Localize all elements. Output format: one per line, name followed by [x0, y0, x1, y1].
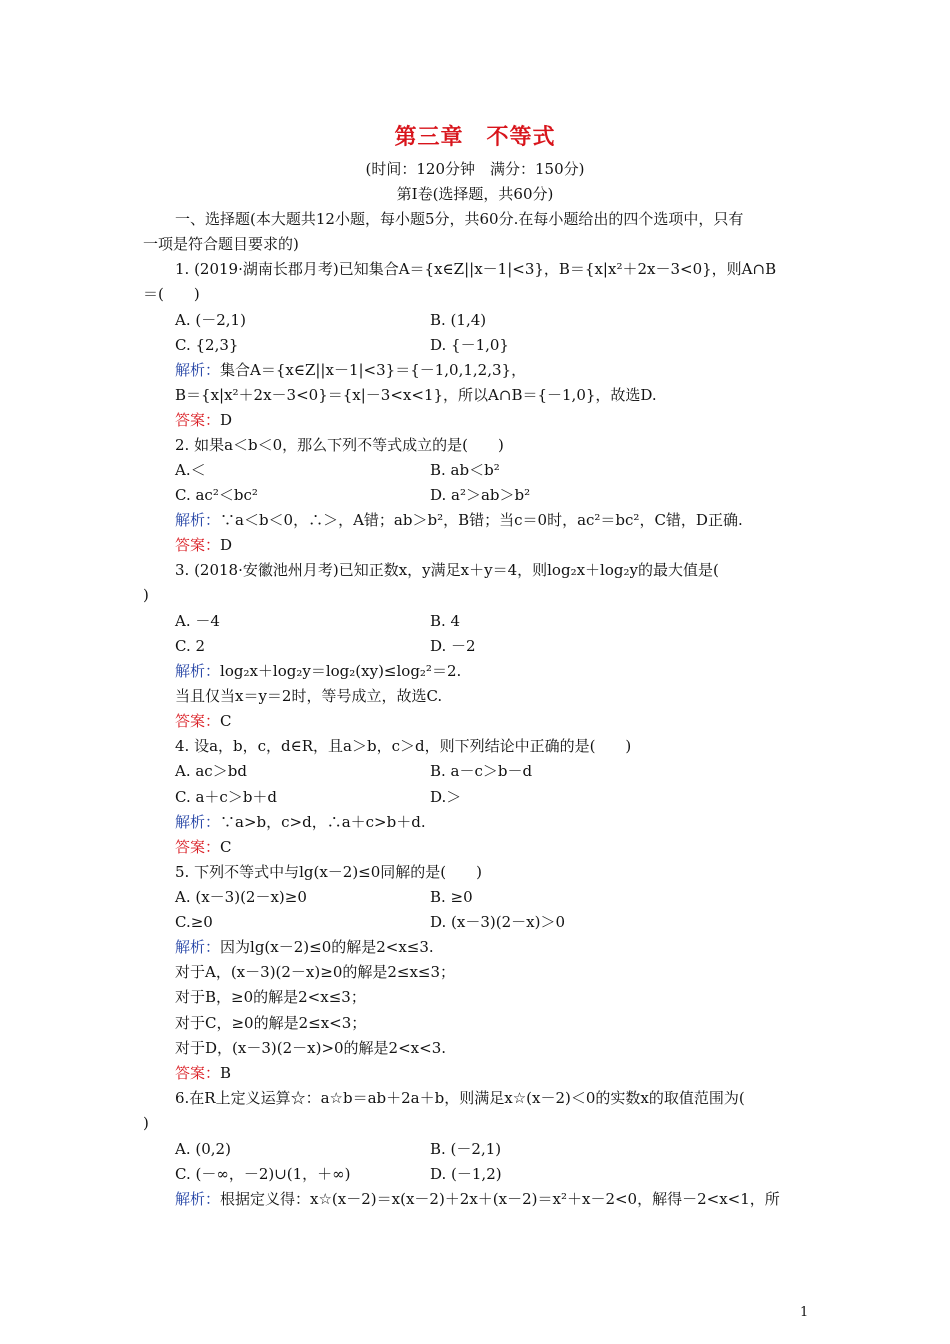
q2-option-d: D. a²＞ab＞b² [430, 486, 531, 504]
q2-option-c: C. ac²＜bc² [175, 486, 258, 504]
q1-option-d: D. {－1,0} [430, 336, 509, 354]
answer-label: 答案： [175, 536, 221, 554]
analysis-label: 解析： [175, 662, 221, 680]
q2-option-a: A.＜ [175, 461, 206, 479]
q5-analysis-line3: 对于B，≥0的解是2<x≤3； [175, 988, 366, 1006]
question-2-stem: 2. 如果a＜b＜0，那么下列不等式成立的是( ) [175, 436, 504, 454]
question-4-stem: 4. 设a，b，c，d∈R，且a＞b，c＞d，则下列结论中正确的是( ) [175, 737, 632, 755]
q4-option-c: C. a＋c＞b＋d [175, 788, 278, 806]
q6-option-b: B. (－2,1) [430, 1140, 502, 1158]
answer-label: 答案： [175, 712, 221, 730]
q1-option-c: C. {2,3} [175, 336, 239, 354]
q3-option-b: B. 4 [430, 612, 461, 630]
q6-analysis-text: 根据定义得：x☆(x－2)＝x(x－2)＋2x＋(x－2)＝x²＋x－2<0，解得－2<x<1，所 [220, 1190, 780, 1208]
chapter-title: 第三章 不等式 [394, 124, 556, 150]
question-1-stem: 1. (2019·湖南长郡月考)已知集合A＝{x∈Z||x－1|<3}，B＝{x|x²＋2x－3<0}，则A∩B [175, 260, 777, 278]
q3-answer [175, 711, 232, 731]
q6-option-c: C. (－∞，－2)∪(1，＋∞) [175, 1165, 351, 1183]
q1-analysis-line1 [175, 360, 526, 380]
q3-option-a: A. －4 [175, 612, 220, 630]
section-intro-line1: 一、选择题(本大题共12小题，每小题5分，共60分.在每小题给出的四个选项中，只有 [175, 210, 744, 228]
q2-analysis [175, 510, 743, 530]
q6-option-a: A. (0,2) [175, 1140, 231, 1158]
q4-answer-value: C [220, 838, 232, 856]
q4-option-b: B. a－c＞b－d [430, 762, 533, 780]
analysis-label: 解析： [175, 361, 221, 379]
exam-info: (时间：120分钟 满分：150分) [365, 160, 585, 178]
q4-analysis-text: ∵a>b，c>d，∴a＋c>b＋d. [220, 813, 426, 831]
q5-answer [175, 1063, 231, 1083]
q5-analysis-line2: 对于A，(x－3)(2－x)≥0的解是2≤x≤3； [175, 963, 456, 981]
q1-option-b: B. (1,4) [430, 311, 487, 329]
q5-option-b: B. ≥0 [430, 888, 473, 906]
q5-answer-value: B [220, 1064, 232, 1082]
answer-label: 答案： [175, 1064, 221, 1082]
q4-option-a: A. ac＞bd [175, 762, 247, 780]
q3-answer-value: C [220, 712, 232, 730]
q4-answer [175, 837, 232, 857]
volume-title: 第Ⅰ卷(选择题，共60分) [396, 185, 554, 203]
q5-option-a: A. (x－3)(2－x)≥0 [175, 888, 307, 906]
q2-answer [175, 535, 232, 555]
q5-analysis-line1 [175, 937, 434, 957]
q3-analysis-text: log₂x＋log₂y＝log₂(xy)≤log₂²＝2. [220, 662, 462, 680]
section-intro-line2: 一项是符合题目要求的) [143, 235, 299, 253]
q2-answer-value: D [220, 536, 233, 554]
analysis-label: 解析： [175, 511, 221, 529]
answer-label: 答案： [175, 838, 221, 856]
q1-answer-value: D [220, 411, 233, 429]
analysis-label: 解析： [175, 938, 221, 956]
page-number: 1 [800, 1305, 809, 1320]
q1-analysis-line2: B＝{x|x²＋2x－3<0}＝{x|－3<x<1}，所以A∩B＝{－1,0}，故选D. [175, 386, 657, 404]
q1-analysis-text: 集合A＝{x∈Z||x－1|<3}＝{－1,0,1,2,3}， [220, 361, 527, 379]
q5-analysis-text: 因为lg(x－2)≤0的解是2<x≤3. [220, 938, 434, 956]
analysis-label: 解析： [175, 1190, 221, 1208]
q5-option-c: C.≥0 [175, 913, 213, 931]
q5-option-d: D. (x－3)(2－x)＞0 [430, 913, 565, 931]
q4-analysis [175, 812, 426, 832]
question-3-stem: 3. (2018·安徽池州月考)已知正数x，y满足x＋y＝4，则log₂x＋log₂y的最大值是( [175, 561, 719, 579]
question-6-stem: 6.在R上定义运算☆：a☆b＝ab＋2a＋b，则满足x☆(x－2)＜0的实数x的取值范围为( [175, 1089, 745, 1107]
q6-analysis [175, 1189, 780, 1209]
q2-analysis-text: ∵a＜b＜0，∴＞，A错；ab＞b²，B错；当c＝0时，ac²＝bc²，C错，D正确. [220, 511, 743, 529]
q3-option-d: D. －2 [430, 637, 476, 655]
question-6-stem-cont: ) [143, 1114, 149, 1132]
q5-analysis-line5: 对于D，(x－3)(2－x)>0的解是2<x<3. [175, 1039, 447, 1057]
q3-option-c: C. 2 [175, 637, 206, 655]
q5-analysis-line4: 对于C，≥0的解是2≤x<3； [175, 1014, 367, 1032]
question-3-stem-cont: ) [143, 586, 149, 604]
q6-option-d: D. (－1,2) [430, 1165, 502, 1183]
q3-analysis-line2: 当且仅当x＝y＝2时，等号成立，故选C. [175, 687, 443, 705]
q2-option-b: B. ab＜b² [430, 461, 500, 479]
q3-analysis-line1 [175, 661, 461, 681]
q1-answer [175, 410, 232, 430]
answer-label: 答案： [175, 411, 221, 429]
question-1-stem-cont: ＝( ) [143, 285, 200, 303]
q1-option-a: A. (－2,1) [175, 311, 246, 329]
q4-option-d: D.＞ [430, 788, 462, 806]
question-5-stem: 5. 下列不等式中与lg(x－2)≤0同解的是( ) [175, 863, 483, 881]
analysis-label: 解析： [175, 813, 221, 831]
